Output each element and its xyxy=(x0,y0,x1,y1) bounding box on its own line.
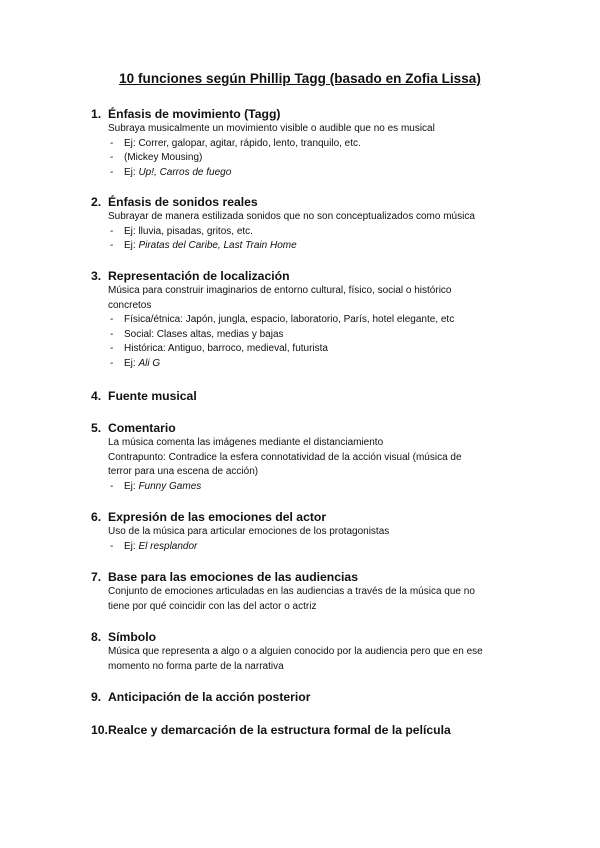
bullet-prefix: Ej: xyxy=(124,540,139,552)
section-heading xyxy=(91,268,531,284)
section-title: Énfasis de sonidos reales xyxy=(108,195,258,209)
section-5 xyxy=(91,420,531,494)
bullet-example: Ali G xyxy=(138,357,161,369)
section-title: Símbolo xyxy=(108,630,157,644)
section-2 xyxy=(91,194,531,254)
section-number: 1. xyxy=(91,107,102,121)
section-number: 8. xyxy=(91,630,102,644)
bullet-example: Piratas del Caribe, Last Train Home xyxy=(138,240,297,252)
section-text: terror para una escena de acción) xyxy=(108,466,259,478)
bullet-item: - (Mickey Mousing) xyxy=(91,151,531,166)
section-6 xyxy=(91,509,531,554)
section-10 xyxy=(91,722,531,738)
section-title: Expresión de las emociones del actor xyxy=(108,510,327,524)
section-number: 9. xyxy=(91,690,102,704)
section-heading xyxy=(91,388,531,404)
section-title: Comentario xyxy=(108,421,176,435)
section-title: Representación de localización xyxy=(108,269,290,283)
section-heading xyxy=(91,689,531,705)
section-number: 2. xyxy=(91,195,102,209)
bullet-example: Up!, Carros de fuego xyxy=(138,166,232,178)
section-text: La música comenta las imágenes mediante el distanciamiento xyxy=(108,437,384,448)
section-text: momento no forma parte de la narrativa xyxy=(108,660,284,672)
bullet-item: - Ej: Correr, galopar, agitar, rápido, lento, tranquilo, etc. xyxy=(91,137,531,152)
section-heading xyxy=(91,194,531,210)
section-1 xyxy=(91,106,531,180)
section-text: Música que representa a algo o a alguien conocido por la audiencia pero que en ese xyxy=(108,646,483,657)
section-number: 6. xyxy=(91,510,102,524)
section-title: Base para las emociones de las audiencias xyxy=(108,570,358,584)
section-heading xyxy=(91,420,531,436)
bullet-item: - Social: Clases altas, medias y bajas xyxy=(91,328,531,343)
bullet-prefix: Ej: xyxy=(124,480,139,492)
bullet-prefix: Ej: xyxy=(124,357,139,369)
bullet-item xyxy=(91,166,531,181)
section-text: Subraya musicalmente un movimiento visible o audible que no es musical xyxy=(108,123,435,134)
section-8 xyxy=(91,629,531,674)
bullet-item xyxy=(91,357,531,372)
section-number: 7. xyxy=(91,570,102,584)
section-text: Conjunto de emociones articuladas en las audiencias a través de la música que no xyxy=(108,586,475,597)
bullet-item: - Ej: lluvia, pisadas, gritos, etc. xyxy=(91,225,531,240)
section-heading xyxy=(91,509,531,525)
section-title: Anticipación de la acción posterior xyxy=(108,690,311,704)
bullet-prefix: Ej: xyxy=(124,166,139,178)
bullet-example: El resplandor xyxy=(138,540,198,552)
bullet-prefix: Ej: xyxy=(124,240,139,252)
bullet-item xyxy=(91,239,531,254)
section-heading xyxy=(91,106,531,122)
document-title: 10 funciones según Phillip Tagg (basado en Zofia Lissa) xyxy=(119,71,481,86)
section-7 xyxy=(91,569,531,614)
section-number: 5. xyxy=(91,421,102,435)
section-text: tiene por qué coincidir con las del actor o actriz xyxy=(108,600,317,612)
section-title: Realce y demarcación de la estructura formal de la película xyxy=(108,723,451,737)
section-text: Contrapunto: Contradice la esfera connotatividad de la acción visual (música de xyxy=(108,451,462,463)
section-heading xyxy=(91,629,531,645)
section-text: Música para construir imaginarios de entorno cultural, físico, social o histórico xyxy=(108,285,452,296)
section-3 xyxy=(91,268,531,372)
section-title: Fuente musical xyxy=(108,389,197,403)
bullet-example: Funny Games xyxy=(138,480,202,492)
section-heading xyxy=(91,569,531,585)
bullet-item: - Histórica: Antiguo, barroco, medieval, futurista xyxy=(91,342,531,357)
section-text: Subrayar de manera estilizada sonidos que no son conceptualizados como música xyxy=(108,211,475,222)
bullet-item xyxy=(91,480,531,495)
section-text: Uso de la música para articular emociones de los protagonistas xyxy=(108,526,390,537)
section-4 xyxy=(91,388,531,404)
section-number: 3. xyxy=(91,269,102,283)
section-9 xyxy=(91,689,531,705)
section-title: Énfasis de movimiento (Tagg) xyxy=(108,107,281,121)
section-heading xyxy=(91,722,531,738)
bullet-item xyxy=(91,540,531,555)
section-number: 4. xyxy=(91,389,102,403)
section-number: 10. xyxy=(91,723,108,737)
bullet-item: - Física/étnica: Japón, jungla, espacio, laboratorio, París, hotel elegante, etc xyxy=(91,313,531,328)
section-text: concretos xyxy=(108,299,152,311)
